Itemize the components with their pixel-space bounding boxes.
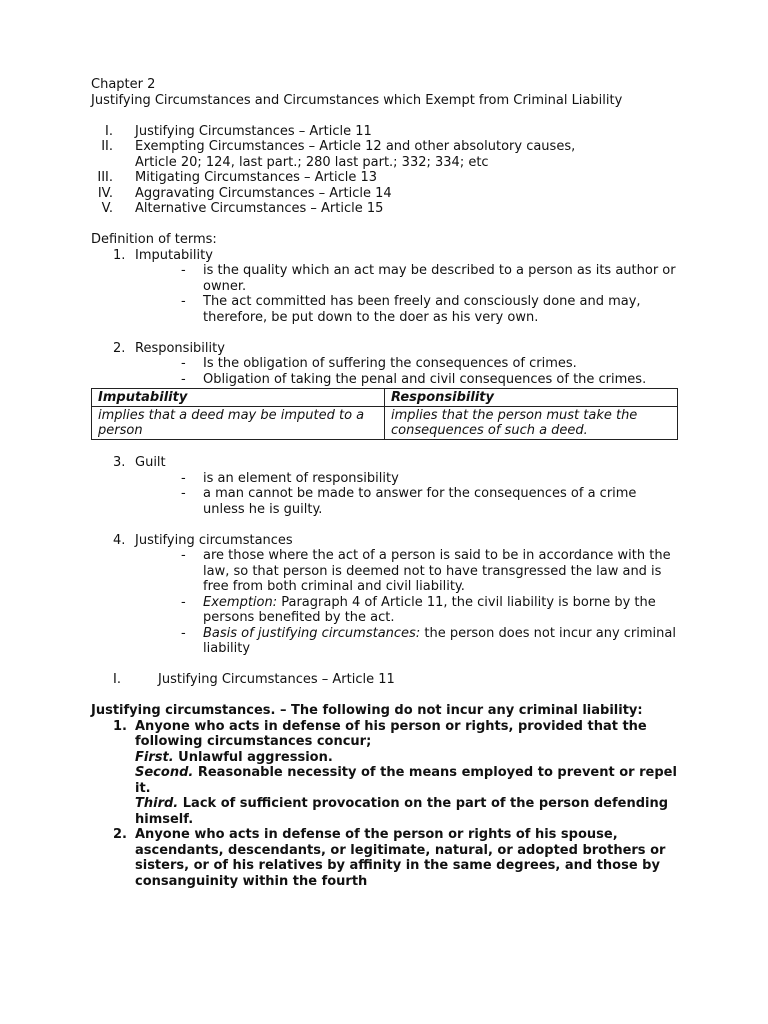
definition-point: - The act committed has been freely and consciously done and may, therefore, be put down to the doer as his very own. [181,294,641,325]
definition-responsibility: 2. Responsibility [113,340,225,356]
dash-bullet: - [181,625,186,641]
table-header-row [92,389,678,407]
outline-item: III. Mitigating Circumstances – Article 13 [97,170,378,185]
definitions-heading: Definition of terms: [91,232,217,247]
point-label: Basis of justifying circumstances: [203,625,421,641]
article-intro: Justifying circumstances. – The following do not incur any criminal liability: [91,703,643,718]
chapter-label: Chapter 2 [91,77,156,92]
term-label: Justifying circumstances [135,532,293,548]
dash-bullet: - [181,486,186,501]
document-page [91,77,681,889]
definition-point: - a man cannot be made to answer for the consequences of a crime unless he is guilty. [181,486,637,517]
article-item: 2. Anyone who acts in defense of the person or rights of his spouse, ascendants, descendants, or legitimate, natural, or adopted brothers or sisters, or of his relatives by affinity in the same degrees, and those by consanguinity within the fourth [113,827,666,889]
definition-point: - is an element of responsibility [181,470,399,486]
dash-bullet: - [181,594,186,610]
definition-point: - Exemption: Paragraph 4 of Article 11, the civil liability is borne by the persons benefited by the act. [181,594,656,625]
dash-bullet: - [181,263,186,278]
table-row [92,406,678,439]
term-label: Responsibility [135,340,225,356]
dash-bullet: - [181,548,186,563]
term-label: Guilt [135,455,166,470]
condition-third: Third. Lack of sufficient provocation on the part of the person defending himself. [135,796,669,827]
definition-imputability: 1. Imputability [113,247,213,263]
condition-second: Second. Reasonable necessity of the means employed to prevent or repel it. [135,765,677,796]
comparison-table [91,388,678,440]
outline-item-continuation: Article 20; 124, last part.; 280 last part.; 332; 334; etc [135,154,489,170]
table-header-cell: Imputability [92,389,385,407]
table-header-cell: Responsibility [385,389,678,407]
definition-point: - are those where the act of a person is said to be in accordance with the law, so that person is deemed not to have transgressed the law and is free from both criminal and civil liability. [181,548,671,594]
chapter-title: Justifying Circumstances and Circumstances which Exempt from Criminal Liability [91,92,623,108]
table-cell: implies that the person must take the consequences of such a deed. [385,406,678,439]
point-label: Exemption: [203,594,278,610]
outline-item: V. Alternative Circumstances – Article 15 [101,201,384,216]
outline-item: II. Exempting Circumstances – Article 12 and other absolutory causes, [101,139,576,154]
dash-bullet: - [181,294,186,309]
outline-item: I. Justifying Circumstances – Article 11 [105,123,372,139]
definition-point: - Obligation of taking the penal and civil consequences of the crimes. [181,371,647,387]
definition-justifying: 4. Justifying circumstances [113,532,293,548]
table-cell: implies that a deed may be imputed to a person [92,406,385,439]
section-heading: I. Justifying Circumstances – Article 11 [113,672,395,687]
definition-point: - Basis of justifying circumstances: the person does not incur any criminal liability [181,625,676,656]
outline-list [91,124,681,217]
dash-bullet: - [181,356,186,371]
dash-bullet: - [181,470,186,486]
condition-first: First. Unlawful aggression. [135,749,333,765]
definition-point: - Is the obligation of suffering the consequences of crimes. [181,356,577,371]
article-item: 1. Anyone who acts in defense of his person or rights, provided that the following circumstances concur; First. Unlawful aggression. Second. Reasonable necessity of the means employed to prevent or repel it. Third. Lack of sufficient provocation on the part of the person defending himself. [91,719,681,828]
term-label: Imputability [135,247,213,263]
dash-bullet: - [181,371,186,387]
definition-guilt: 3. Guilt [113,455,166,470]
definition-point: - is the quality which an act may be described to a person as its author or owner. [181,263,676,294]
outline-item: IV. Aggravating Circumstances – Article 14 [97,185,392,201]
